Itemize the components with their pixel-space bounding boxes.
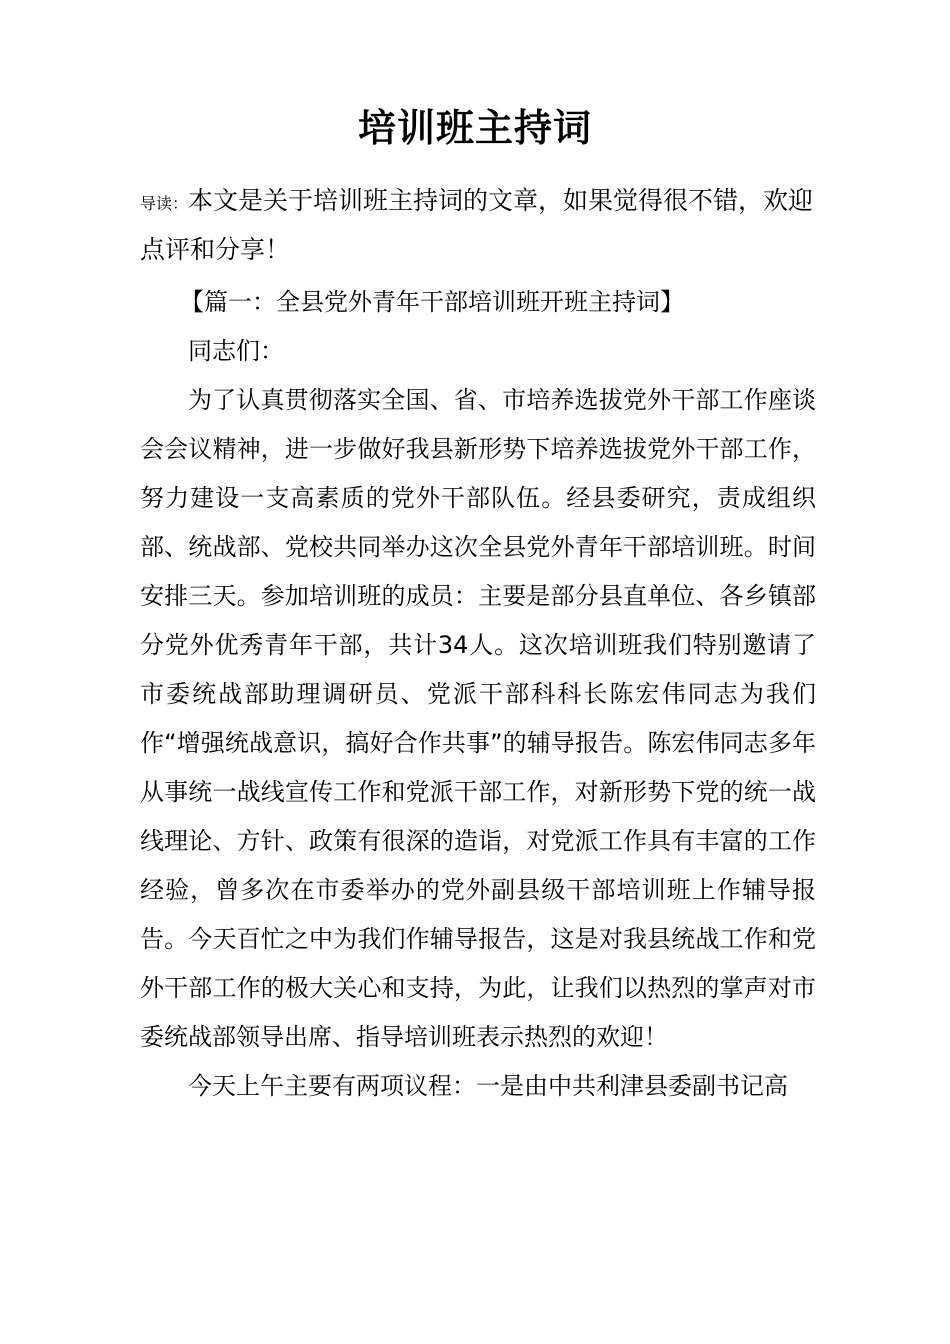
intro-label: 导读： bbox=[140, 194, 189, 213]
document-body bbox=[140, 278, 816, 1111]
document-title: 培训班主持词 bbox=[357, 106, 592, 150]
section-heading: 【篇一：全县党外青年干部培训班开班主持词】 bbox=[180, 288, 684, 316]
intro-text: 本文是关于培训班主持词的文章，如果觉得很不错，欢迎点评和分享！ bbox=[140, 186, 814, 264]
body-paragraph: 为了认真贯彻落实全国、省、市培养选拔党外干部工作座谈会会议精神，进一步做好我县新形势下培养选拔党外干部工作，努力建设一支高素质的党外干部队伍。经县委研究，责成组织部、统战部、党校共同举办这次全县党外青年干部培训班。时间安排三天。参加培训班的成员：主要是部分县直单位、各乡镇部分党外优秀青年干部，共计34人。这次培训班我们特别邀请了市委统战部助理调研员、党派干部科科长陈宏伟同志为我们作“增强统战意识，搞好合作共事”的辅导报告。陈宏伟同志多年从事统一战线宣传工作和党派干部工作，对新形势下党的统一战线理论、方针、政策有很深的造诣，对党派工作具有丰富的工作经验，曾多次在市委举办的党外副县级干部培训班上作辅导报告。今天百忙之中为我们作辅导报告，这是对我县统战工作和党外干部工作的极大关心和支持，为此，让我们以热烈的掌声对市委统战部领导出席、指导培训班表示热烈的欢迎！ bbox=[140, 386, 816, 1051]
salutation: 同志们： bbox=[188, 337, 284, 365]
body-paragraph: 今天上午主要有两项议程：一是由中共利津县委副书记高 bbox=[188, 1072, 788, 1100]
intro-paragraph bbox=[140, 178, 820, 273]
